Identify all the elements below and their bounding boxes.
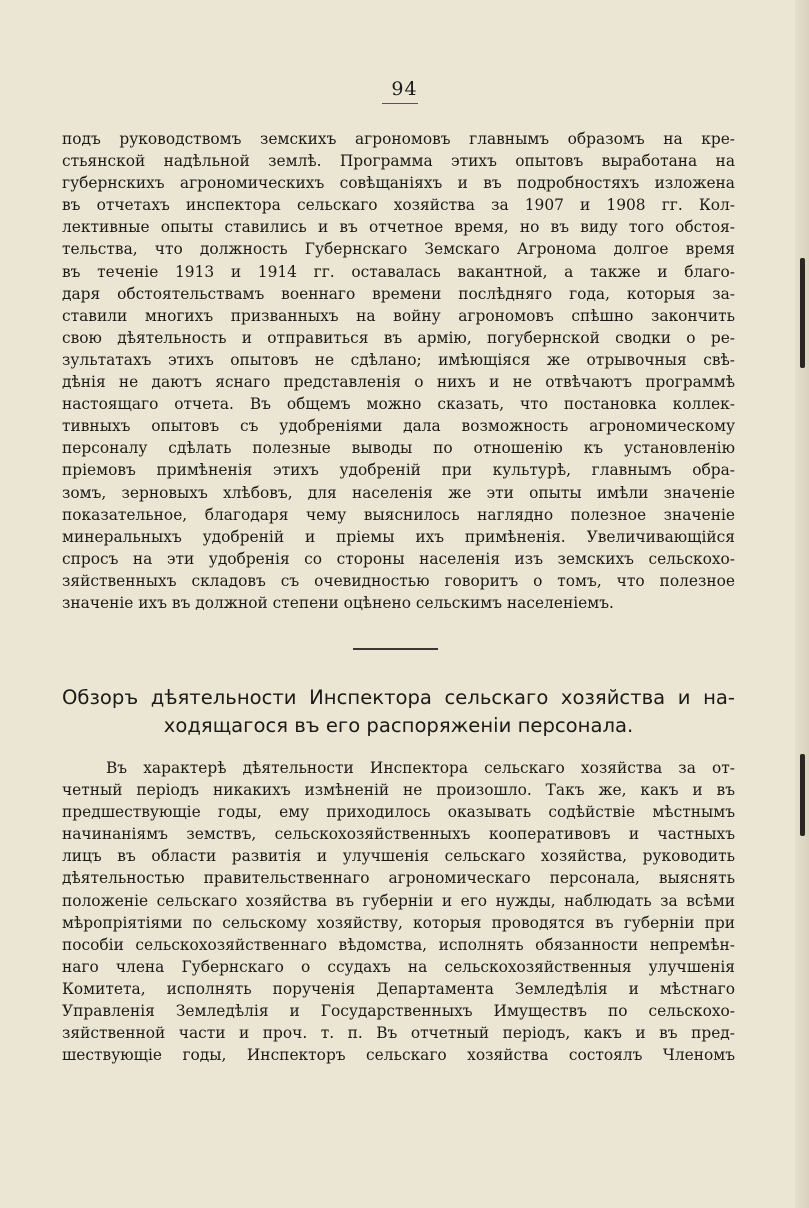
heading-line: Обзоръ дѣятельности Инспектора сельскаго хозяйства и на- [62,686,735,709]
text-line: губернскихъ агрономическихъ совѣщаніяхъ и въ подробностяхъ изложена [62,174,735,193]
text-line: въ теченіе 1913 и 1914 гг. оставалась вакантной, а также и благо- [62,262,735,281]
text-line: свою дѣятельность и отправиться въ армію, погубернской сводки о ре- [62,328,735,347]
section-heading [62,684,735,740]
page-number-rule [382,103,418,104]
text-line: наго члена Губернскаго о ссудахъ на сельскохозяйственныя улучшенія [62,957,735,976]
paragraph-1 [62,128,735,614]
text-line: зяйственной части и проч. т. п. Въ отчетный періодъ, какъ и въ пред- [62,1024,735,1043]
text-line: зяйственныхъ складовъ съ очевидностью говоритъ о томъ, что полезное [62,571,735,590]
heading-line: ходящагося въ его распоряженіи персонала. [163,714,634,737]
text-line: пособіи сельскохозяйственнаго вѣдомства, исполнять обязанности непремѣн- [62,935,735,954]
text-line: тивныхъ опытовъ съ удобреніями дала возможность агрономическому [62,417,735,436]
text-line: персоналу сдѣлать полезные выводы по отношенію къ установленію [62,439,735,458]
section-divider [353,648,438,650]
text-line: Въ характерѣ дѣятельности Инспектора сельскаго хозяйства за от- [106,759,735,777]
text-line: настоящаго отчета. Въ общемъ можно сказать, что постановка коллек- [62,395,735,414]
paragraph-2 [62,757,735,1066]
text-line: лективные опыты ставились и въ отчетное время, но въ виду того обстоя- [62,218,735,237]
text-line: лицъ въ области развитія и улучшенія сельскаго хозяйства, руководить [62,847,735,866]
text-line: дѣнія не даютъ яснаго представленія о нихъ и не отвѣчаютъ программѣ [62,373,735,392]
text-line: въ отчетахъ инспектора сельскаго хозяйства за 1907 и 1908 гг. Кол- [62,196,735,215]
page-number: 94 [391,78,418,100]
text-line: Управленія Земледѣлія и Государственныхъ Имуществъ по сельскохо- [62,1002,735,1021]
text-line: четный періодъ никакихъ измѣненій не произошло. Такъ же, какъ и въ [62,781,735,800]
text-line: стьянской надѣльной землѣ. Программа этихъ опытовъ выработана на [62,152,735,171]
page-edge [795,0,809,1208]
text-line: спросъ на эти удобренія со стороны населенія изъ земскихъ сельскохо- [62,549,735,568]
text-line: зультатахъ этихъ опытовъ не сдѣлано; имѣющіяся же отрывочныя свѣ- [62,350,735,369]
text-line: пріемовъ примѣненія этихъ удобреній при культурѣ, главнымъ обра- [62,461,735,480]
text-line-first [62,757,735,779]
margin-mark [800,258,805,368]
text-line: мѣропріятіями по сельскому хозяйству, которыя проводятся въ губерніи при [62,913,735,932]
margin-mark [800,754,805,836]
text-line: начинаніямъ земствъ, сельскохозяйственныхъ кооперативовъ и частныхъ [62,825,735,844]
text-line: минеральныхъ удобреній и пріемы ихъ примѣненія. Увеличивающійся [62,527,735,546]
text-line: тельства, что должность Губернскаго Земскаго Агронома долгое время [62,240,735,259]
text-line: показательное, благодаря чему выяснилось наглядно полезное значеніе [62,505,735,524]
text-line: предшествующіе годы, ему приходилось оказывать содѣйствіе мѣстнымъ [62,803,735,822]
text-line: значеніе ихъ въ должной степени оцѣнено сельскимъ населеніемъ. [62,593,614,612]
text-line: Комитета, исполнять порученія Департамента Земледѣлія и мѣстнаго [62,979,735,998]
text-line: даря обстоятельствамъ военнаго времени послѣдняго года, которыя за- [62,284,735,303]
text-line: положеніе сельскаго хозяйства въ губерніи и его нужды, наблюдать за всѣми [62,891,735,910]
text-line: подъ руководствомъ земскихъ агрономовъ главнымъ образомъ на кре- [62,130,735,148]
text-line: ставили многихъ призванныхъ на войну агрономовъ спѣшно закончить [62,306,735,325]
text-line: зомъ, зерновыхъ хлѣбовъ, для населенія же эти опыты имѣли значеніе [62,483,735,502]
text-line: дѣятельностью правительственнаго агрономическаго персонала, выяснять [62,869,735,888]
text-line: шествующіе годы, Инспекторъ сельскаго хозяйства состоялъ Членомъ [62,1046,735,1065]
